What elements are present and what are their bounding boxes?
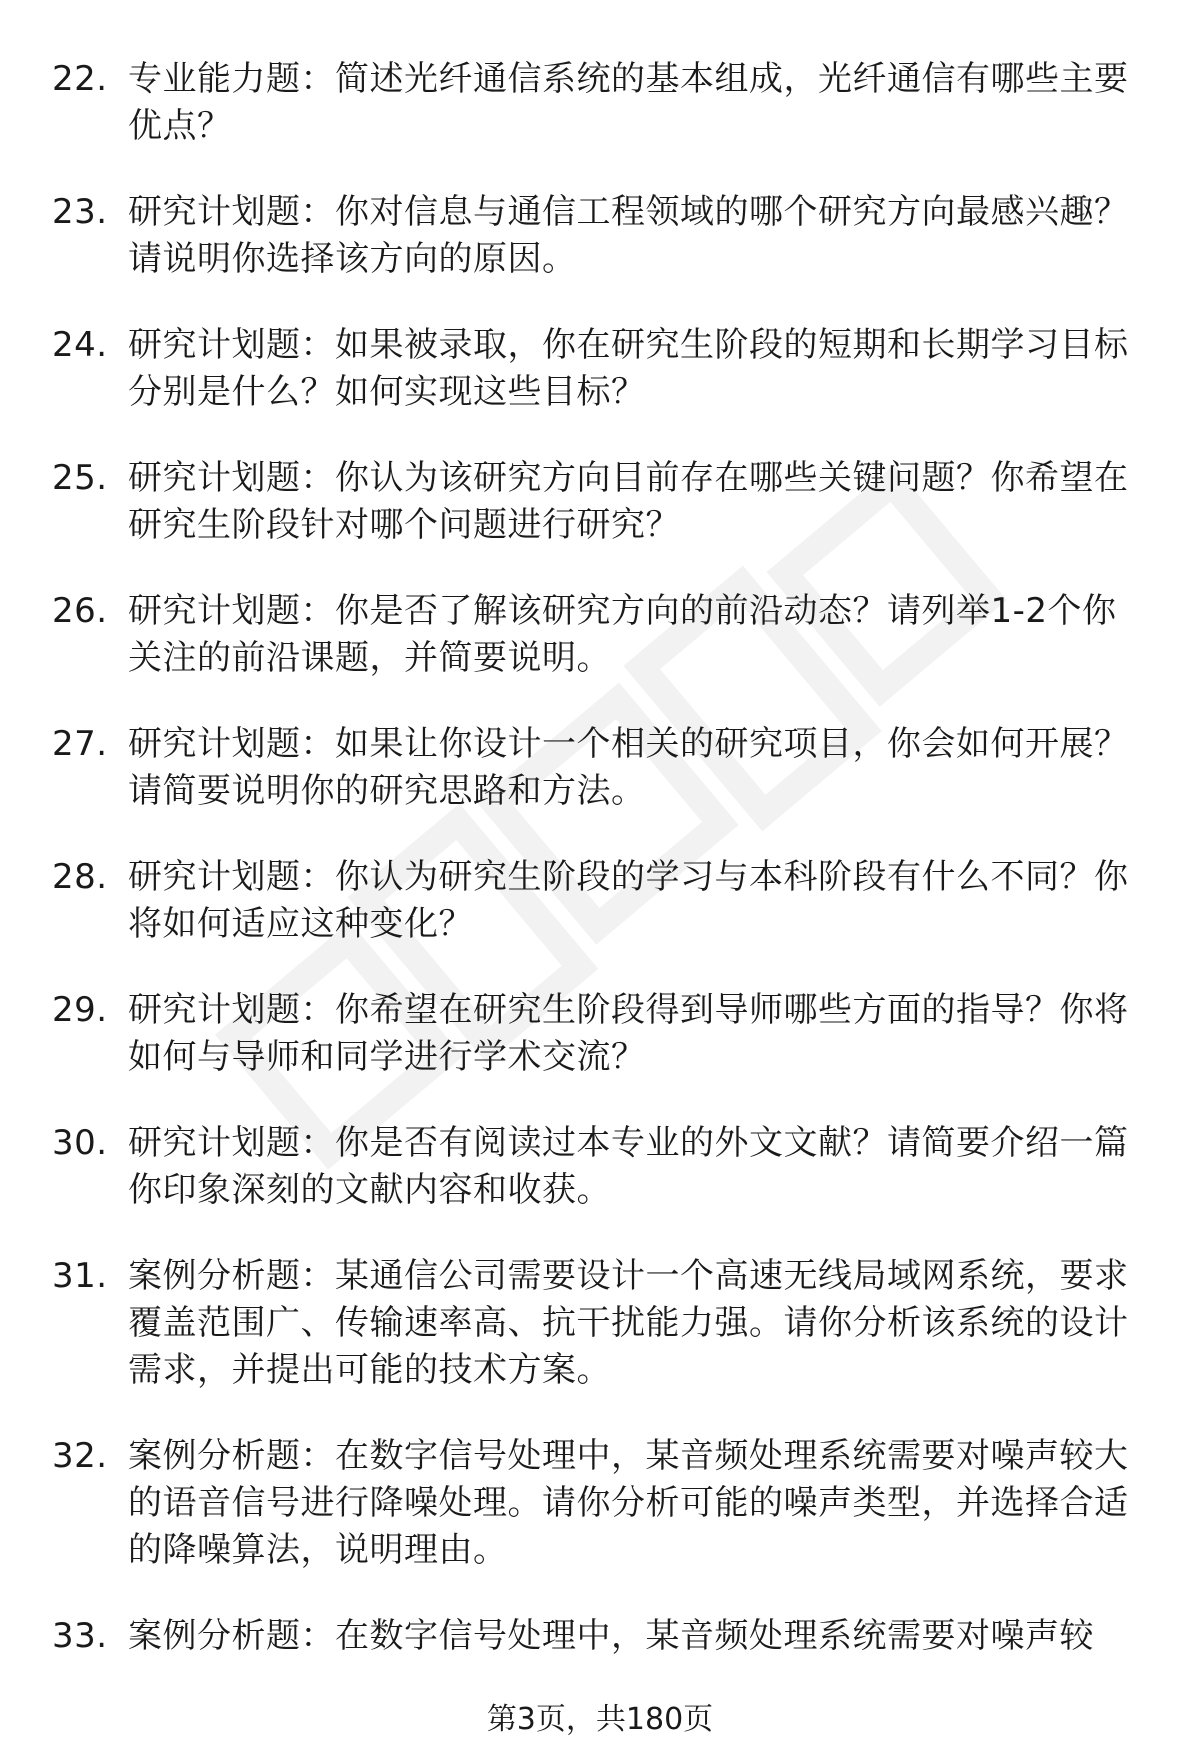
question-item <box>0 1433 1200 1574</box>
question-list <box>0 56 1200 1699</box>
question-text: 研究计划题：你是否了解该研究方向的前沿动态？请列举1-2个你关注的前沿课题，并简要说明。 <box>128 591 1117 678</box>
question-text: 专业能力题：简述光纤通信系统的基本组成，光纤通信有哪些主要优点？ <box>128 59 1129 146</box>
question-text: 案例分析题：在数字信号处理中，某音频处理系统需要对噪声较大的语音信号进行降噪处理。请你分析可能的噪声类型，并选择合适的降噪算法，说明理由。 <box>128 1436 1129 1570</box>
question-text: 案例分析题：某通信公司需要设计一个高速无线局域网系统，要求覆盖范围广、传输速率高、抗干扰能力强。请你分析该系统的设计需求，并提出可能的技术方案。 <box>128 1256 1129 1390</box>
question-text: 研究计划题：你希望在研究生阶段得到导师哪些方面的指导？你将如何与导师和同学进行学术交流？ <box>128 990 1129 1077</box>
question-item <box>0 854 1200 948</box>
question-number: 25. <box>52 458 108 498</box>
question-item <box>0 987 1200 1081</box>
question-text: 研究计划题：你是否有阅读过本专业的外文文献？请简要介绍一篇你印象深刻的文献内容和收获。 <box>128 1123 1129 1210</box>
question-item <box>0 1253 1200 1394</box>
question-item <box>0 1613 1200 1660</box>
question-number: 29. <box>52 990 108 1030</box>
question-text: 研究计划题：你认为该研究方向目前存在哪些关键问题？你希望在研究生阶段针对哪个问题进行研究？ <box>128 458 1129 545</box>
question-item <box>0 322 1200 416</box>
question-number: 23. <box>52 192 108 232</box>
question-number: 32. <box>52 1436 108 1476</box>
question-item <box>0 588 1200 682</box>
question-number: 31. <box>52 1256 108 1296</box>
question-number: 28. <box>52 857 108 897</box>
question-text: 研究计划题：如果让你设计一个相关的研究项目，你会如何开展？请简要说明你的研究思路和方法。 <box>128 724 1129 811</box>
question-number: 22. <box>52 59 108 99</box>
page-number: 第3页，共180页 <box>486 1702 714 1737</box>
question-item <box>0 721 1200 815</box>
question-text: 研究计划题：你认为研究生阶段的学习与本科阶段有什么不同？你将如何适应这种变化？ <box>128 857 1129 944</box>
question-number: 33. <box>52 1616 108 1656</box>
question-number: 24. <box>52 325 108 365</box>
question-item <box>0 1120 1200 1214</box>
question-item <box>0 455 1200 549</box>
question-text: 研究计划题：如果被录取，你在研究生阶段的短期和长期学习目标分别是什么？如何实现这些目标？ <box>128 325 1129 412</box>
question-number: 30. <box>52 1123 108 1163</box>
question-number: 27. <box>52 724 108 764</box>
question-item <box>0 189 1200 283</box>
question-text: 研究计划题：你对信息与通信工程领域的哪个研究方向最感兴趣？请说明你选择该方向的原因。 <box>128 192 1129 279</box>
question-item <box>0 56 1200 150</box>
question-number: 26. <box>52 591 108 631</box>
question-text: 案例分析题：在数字信号处理中，某音频处理系统需要对噪声较 <box>128 1616 1094 1656</box>
